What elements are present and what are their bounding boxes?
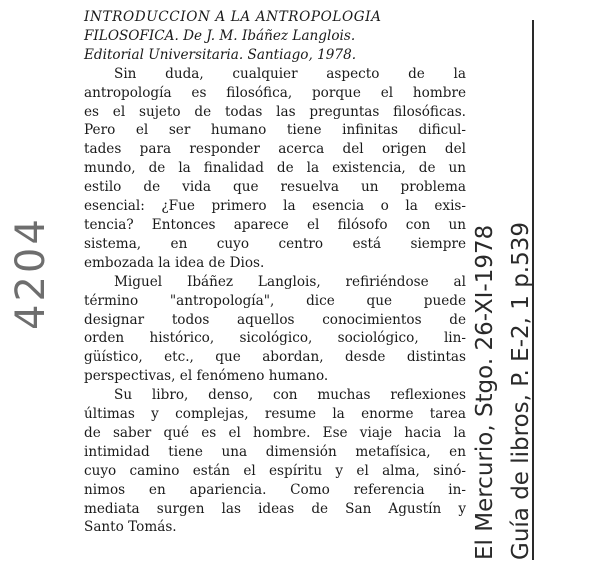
paragraph-1 bbox=[84, 65, 466, 273]
text-line: mundo, de la finalidad de la existencia, de un bbox=[84, 160, 466, 177]
text-line: últimas y complejas, resume la enorme tarea bbox=[84, 406, 466, 423]
text-line: Santo Tomás. bbox=[84, 519, 177, 536]
newspaper-clipping bbox=[84, 8, 466, 537]
text-line: antropología es filosófica, porque el hombre bbox=[84, 84, 466, 101]
book-title-line-2: FILOSOFICA. De J. M. Ibáñez Langlois. bbox=[84, 27, 356, 44]
paragraph-2 bbox=[84, 273, 466, 386]
book-title-line-1: INTRODUCCION A LA ANTROPOLOGIA bbox=[84, 9, 382, 25]
text-line: orden histórico, sicológico, sociológico, lin- bbox=[84, 330, 466, 347]
source-note: El Mercurio, Stgo. 26-XI-1978 bbox=[472, 224, 498, 560]
paragraph-3 bbox=[84, 386, 466, 537]
catalog-number: 4204 bbox=[8, 216, 54, 330]
text-line: Su libro, denso, con muchas reflexiones bbox=[114, 387, 466, 404]
text-line: término "antropología", dice que puede bbox=[84, 292, 466, 309]
text-line: nimos en apariencia. Como referencia in- bbox=[84, 481, 466, 498]
text-line: Sin duda, cualquier aspecto de la bbox=[114, 65, 466, 82]
text-line: Miguel Ibáñez Langlois, refiriéndose al bbox=[114, 273, 466, 290]
text-line: Pero el ser humano tiene infinitas dificul- bbox=[84, 122, 466, 139]
publisher-line: Editorial Universitaria. Santiago, 1978. bbox=[84, 46, 357, 63]
text-line: güístico, etc., que abordan, desde distintas bbox=[84, 349, 466, 366]
text-line: de saber qué es el hombre. Ese viaje hacia la bbox=[84, 424, 466, 441]
text-line: es el sujeto de todas las preguntas filosóficas. bbox=[84, 103, 466, 120]
text-line: tades para responder acerca del origen del bbox=[84, 141, 466, 158]
text-line: intimidad tiene una dimensión metafísica, en bbox=[84, 443, 466, 460]
text-line: cuyo camino están el espíritu y el alma, sinó- bbox=[84, 462, 466, 479]
section-note: Guía de libros, P. E-2, 1 p.539 bbox=[508, 221, 534, 560]
text-line: tencia? Entonces aparece el filósofo con un bbox=[84, 216, 466, 233]
text-line: embozada la idea de Dios. bbox=[84, 254, 265, 271]
text-line: estilo de vida que resuelva un problema bbox=[84, 179, 466, 196]
text-line: sistema, en cuyo centro está siempre bbox=[84, 235, 466, 252]
text-line: perspectivas, el fenómeno humano. bbox=[84, 368, 329, 385]
text-line: mediata surgen las ideas de San Agustín y bbox=[84, 500, 466, 517]
text-line: esencial: ¿Fue primero la esencia o la exis- bbox=[84, 198, 466, 215]
text-line: designar todos aquellos conocimientos de bbox=[84, 311, 466, 328]
